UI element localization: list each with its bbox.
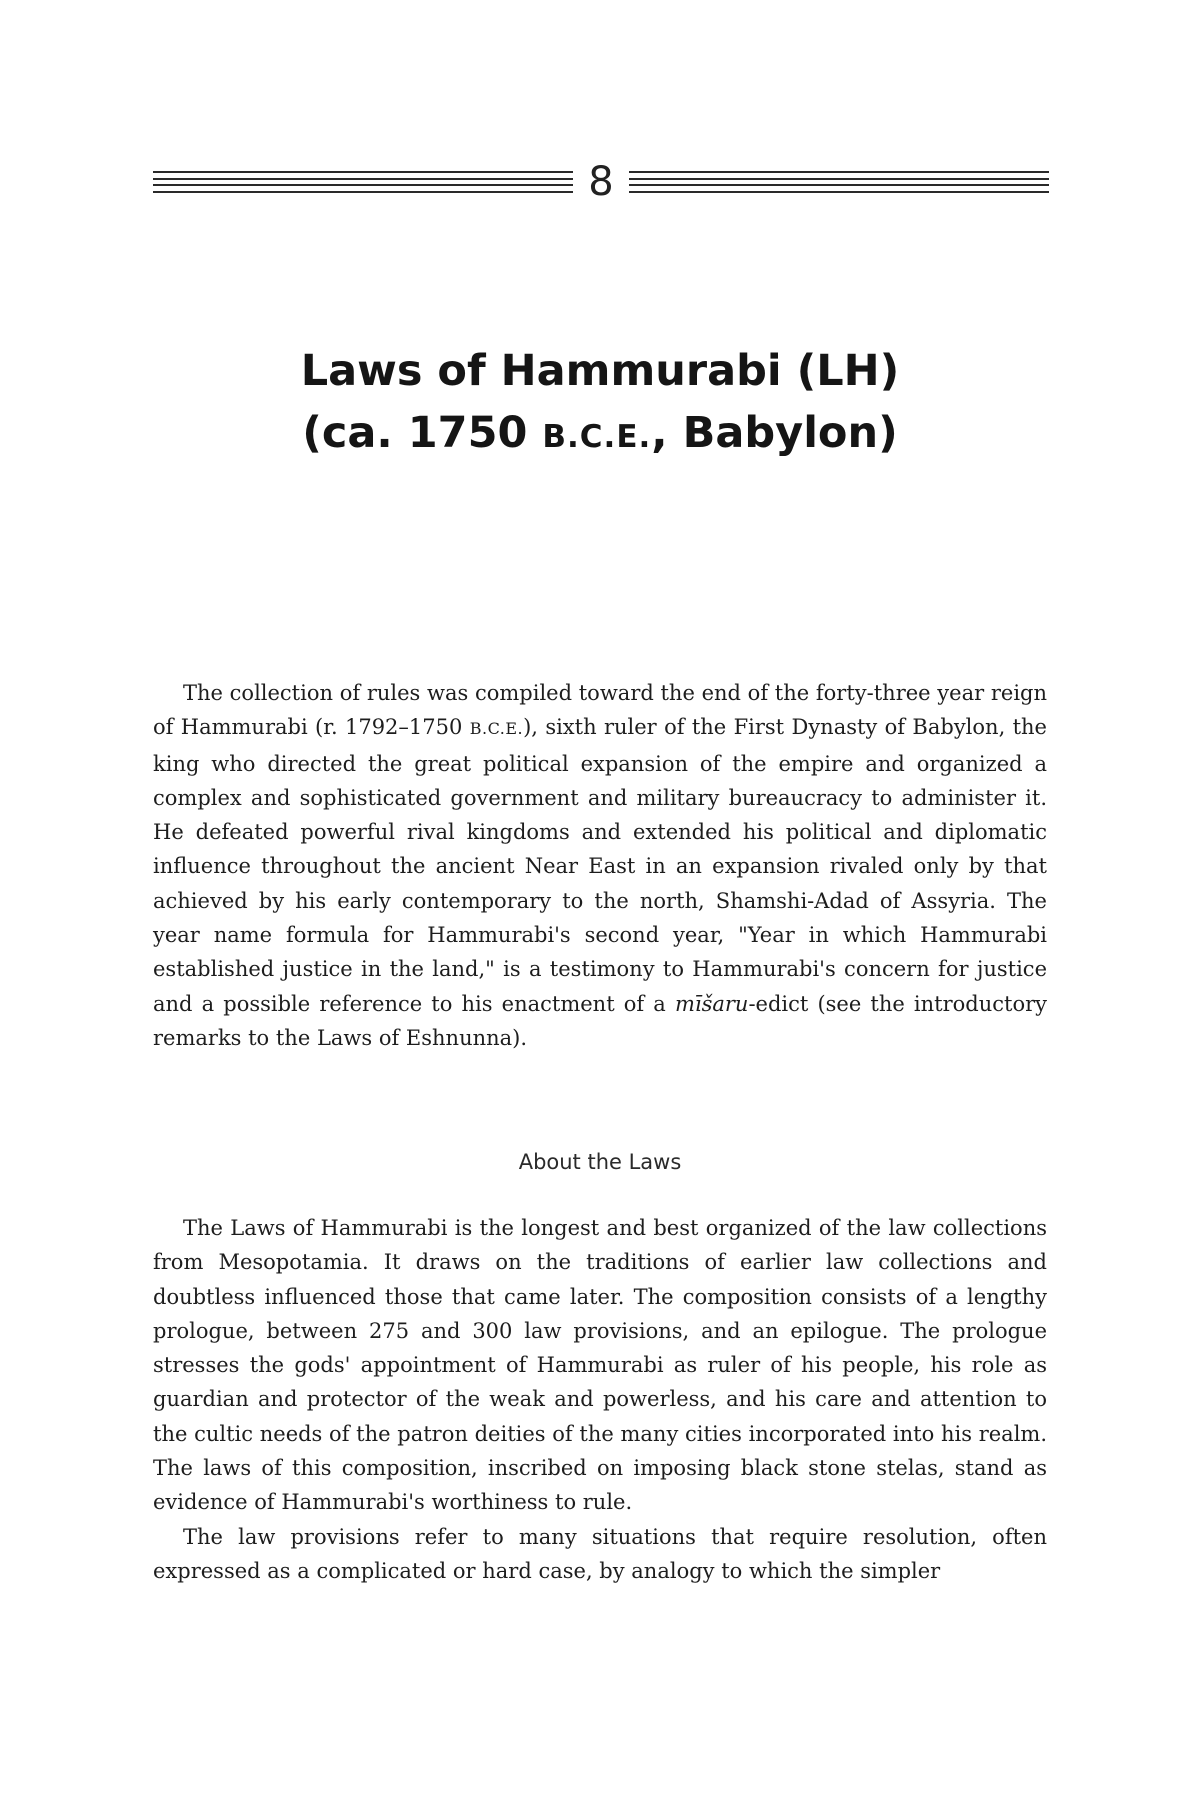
intro-text-1: The collection of rules was compiled toward the end of the forty-three year reign of Hammurabi (r. 1792–1750 [153, 681, 1047, 740]
intro-era: B.C.E. [469, 719, 524, 739]
title-line-2 [0, 402, 1200, 468]
left-rule [153, 171, 573, 193]
intro-paragraph [153, 676, 1047, 1055]
intro-text-2: ), sixth ruler of the First Dynasty of Babylon, the king who directed the great political expansion of the empire and organized a complex and sophisticated government and military bureaucracy to administer it. He defeated powerful rival kingdoms and extended his political and diplomatic influence throughout the ancient Near East in an expansion rivaled only by that achieved by his early contemporary to the north, Shamshi-Adad of Assyria. The year name formula for Hammurabi's second year, "Year in which Hammurabi established justice in the land," is a testimony to Hammurabi's concern for justice and a possible reference to his enactment of a [153, 715, 1047, 1016]
chapter-number: 8 [588, 159, 614, 205]
section-heading: About the Laws [518, 1150, 682, 1174]
chapter-header [153, 160, 1049, 204]
intro-text-3: -edict (see the introductory remarks to the Laws of Eshnunna). [153, 991, 1048, 1050]
chapter-title [0, 340, 1200, 468]
about-paragraph-2: The law provisions refer to many situations that require resolution, often expressed as a complicated or hard case, by analogy to which the simpler [153, 1524, 1047, 1583]
right-rule [629, 171, 1049, 193]
title-line-2-end: , Babylon) [651, 408, 898, 458]
about-paragraph-1: The Laws of Hammurabi is the longest and best organized of the law collections from Mesopotamia. It draws on the traditions of earlier law collections and doubtless influenced those that came later. The composition consists of a lengthy prologue, between 275 and 300 law provisions, and an epilogue. The prologue stresses the gods' appointment of Hammurabi as ruler of his people, his role as guardian and protector of the weak and powerless, and his care and attention to the cultic needs of the patron deities of the many cities incorporated into his realm. The laws of this composition, inscribed on imposing black stone stelas, stand as evidence of Hammurabi's worthiness to rule. [153, 1216, 1047, 1515]
title-line-1: Laws of Hammurabi (LH) [300, 346, 900, 396]
intro-term: mīšaru [674, 991, 749, 1016]
about-section [153, 1211, 1047, 1588]
title-era: B.C.E. [542, 419, 652, 455]
intro-section [153, 676, 1047, 1055]
title-line-2-start: (ca. 1750 [302, 408, 543, 458]
